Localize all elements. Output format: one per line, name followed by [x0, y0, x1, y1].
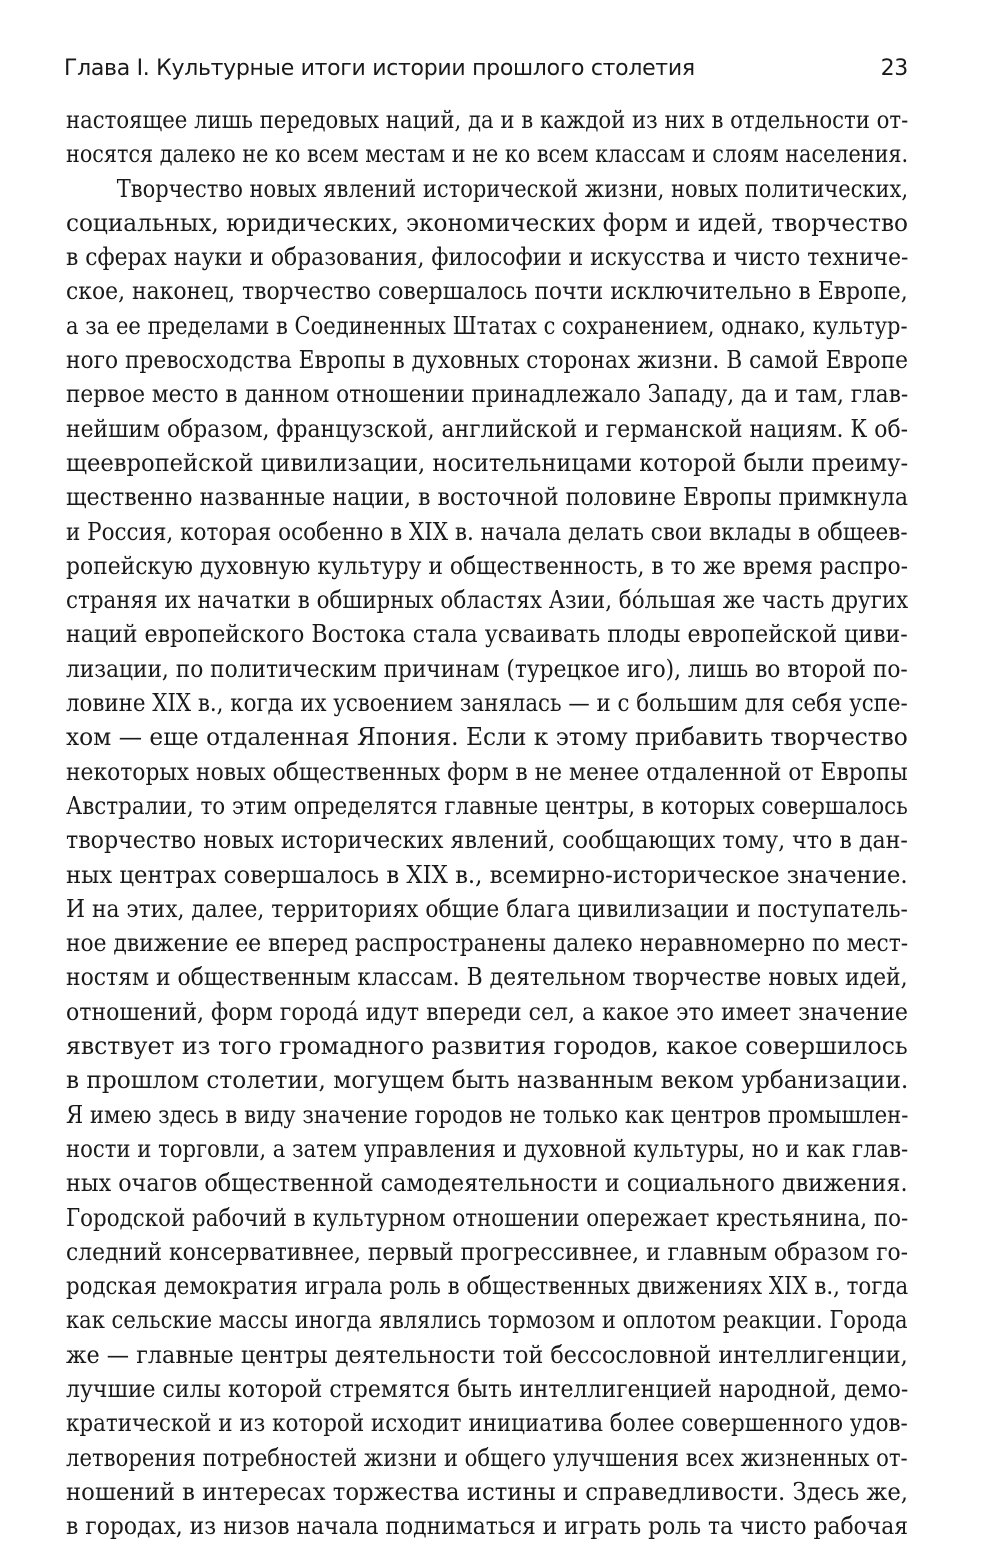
paragraph-1 — [66, 103, 908, 172]
text-line: страняя их начатки в обширных областях Азии, бóльшая же часть других — [66, 586, 909, 615]
chapter-running-title: Глава I. Культурные итоги истории прошлого столетия — [64, 56, 695, 81]
text-line: ловине XIX в., когда их усвоением занялась — и с большим для себя успе- — [66, 689, 908, 718]
text-line: ного превосходства Европы в духовных сторонах жизни. В самой Европе — [66, 346, 909, 375]
text-line: Творчество новых явлений исторической жизни, новых политических, — [116, 174, 909, 203]
text-line: ности и торговли, а затем управления и духовной культуры, но и как глав- — [66, 1134, 909, 1163]
text-line: первое место в данном отношении принадлежало Западу, да и там, глав- — [66, 380, 909, 409]
text-line: явствует из того громадного развития городов, какое совершилось — [66, 1032, 908, 1061]
text-line: в городах, из низов начала подниматься и играть роль та чисто рабочая — [66, 1512, 909, 1541]
text-line: следний консервативнее, первый прогрессивнее, и главным образом го- — [66, 1237, 909, 1266]
body-text — [66, 103, 908, 1543]
text-line: ных очагов общественной самодеятельности и социального движения. — [66, 1169, 908, 1198]
text-line: социальных, юридических, экономических форм и идей, творчество — [66, 208, 908, 237]
text-line: наций европейского Востока стала усваивать плоды европейской циви- — [66, 620, 908, 649]
text-line: ное движение ее вперед распространены далеко неравномерно по мест- — [66, 929, 909, 958]
text-line: ропейскую духовную культуру и общественность, в то же время распро- — [66, 551, 909, 580]
text-line: ностям и общественным классам. В деятельном творчестве новых идей, — [66, 963, 908, 992]
text-line: ных центрах совершалось в XIX в., всемирно-историческое значение. — [66, 860, 908, 889]
text-line: как сельские массы иногда являлись тормозом и оплотом реакции. Города — [66, 1306, 908, 1335]
text-line: Австралии, то этим определятся главные центры, в которых совершалось — [66, 791, 908, 820]
text-line: а за ее пределами в Соединенных Штатах с сохранением, однако, культур- — [66, 311, 908, 340]
text-line: отношений, форм городá идут впереди сел, а какое это имеет значение — [66, 997, 908, 1026]
text-line: летворения потребностей жизни и общего улучшения всех жизненных от- — [66, 1443, 908, 1472]
text-line: лучшие силы которой стремятся быть интеллигенцией народной, демо- — [66, 1374, 909, 1403]
text-line: же — главные центры деятельности той бессословной интеллигенции, — [66, 1340, 908, 1369]
text-line: творчество новых исторических явлений, сообщающих тому, что в дан- — [66, 826, 908, 855]
text-line: Я имею здесь в виду значение городов не только как центров промышлен- — [66, 1100, 909, 1129]
text-line: хом — еще отдаленная Япония. Если к этому прибавить творчество — [66, 723, 908, 752]
text-line: ское, наконец, творчество совершалось почти исключительно в Европе, — [66, 277, 908, 306]
text-line: И на этих, далее, территориях общие блага цивилизации и поступатель- — [66, 894, 908, 923]
text-line: некоторых новых общественных форм в не менее отдаленной от Европы — [66, 757, 908, 786]
text-line: носятся далеко не ко всем местам и не ко всем классам и слоям населения. — [66, 140, 909, 169]
text-line: настоящее лишь передовых наций, да и в каждой из них в отдельности от- — [66, 106, 909, 134]
text-line: в прошлом столетии, могущем быть названным веком урбанизации. — [66, 1066, 909, 1095]
running-header — [64, 56, 908, 96]
text-line: щественно названные нации, в восточной половине Европы примкнула — [66, 483, 909, 512]
text-line: лизации, по политическим причинам (турецкое иго), лишь во второй по- — [66, 654, 908, 683]
text-line: в сферах науки и образования, философии и искусства и чисто техниче- — [66, 243, 909, 272]
page-number: 23 — [880, 56, 908, 81]
text-line: нейшим образом, французской, английской и германской нациям. К об- — [66, 414, 909, 443]
text-line: кратической и из которой исходит инициатива более совершенного удов- — [66, 1409, 908, 1438]
text-line: Городской рабочий в культурном отношении опережает крестьянина, по- — [66, 1203, 909, 1232]
text-line: ношений в интересах торжества истины и справедливости. Здесь же, — [66, 1477, 909, 1506]
text-line: и Россия, которая особенно в XIX в. начала делать свои вклады в общеев- — [66, 517, 908, 546]
text-line: родская демократия играла роль в общественных движениях XIX в., тогда — [66, 1272, 909, 1301]
text-line: щеевропейской цивилизации, носительницами которой были преиму- — [66, 448, 909, 477]
paragraph-2 — [66, 172, 908, 1543]
